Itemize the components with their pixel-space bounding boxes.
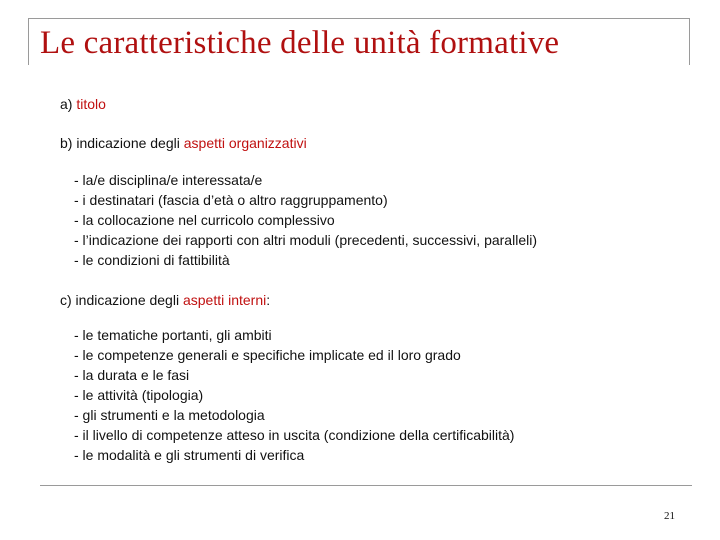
title-frame-top (28, 18, 690, 19)
slide-content (60, 94, 660, 465)
list-item: - le attività (tipologia) (74, 387, 204, 403)
list-item: - gli strumenti e la metodologia (74, 407, 265, 423)
slide-title: Le caratteristiche delle unità formative (40, 25, 560, 61)
section-c (60, 290, 660, 310)
section-b-prefix: b) indicazione degli (60, 135, 184, 151)
list-item: - la collocazione nel curricolo complessivo (74, 212, 335, 228)
list-item: - i destinatari (fascia d’età o altro raggruppamento) (74, 192, 388, 208)
list-item: - le modalità e gli strumenti di verifica (74, 447, 305, 463)
section-b (60, 133, 660, 153)
list-item: - le competenze generali e specifiche implicate ed il loro grado (74, 347, 461, 363)
page-number: 21 (664, 510, 675, 522)
section-a-highlight: titolo (76, 96, 106, 112)
section-c-suffix: : (266, 292, 271, 308)
section-c-list (60, 325, 660, 465)
section-b-list (60, 170, 660, 270)
footer-rule (40, 485, 692, 486)
section-c-prefix: c) indicazione degli (60, 292, 183, 308)
list-item: - le condizioni di fattibilità (74, 252, 230, 268)
list-item: - la durata e le fasi (74, 367, 190, 383)
list-item: - le tematiche portanti, gli ambiti (74, 327, 272, 343)
section-c-highlight: aspetti interni (182, 292, 267, 308)
section-a-prefix: a) (60, 96, 77, 112)
section-b-highlight: aspetti organizzativi (183, 135, 307, 151)
list-item: - la/e disciplina/e interessata/e (74, 172, 263, 188)
section-a (60, 94, 660, 114)
title-frame-right (689, 18, 690, 65)
list-item: - il livello di competenze atteso in uscita (condizione della certificabilità) (74, 427, 515, 443)
title-frame-left (28, 18, 29, 65)
list-item: - l’indicazione dei rapporti con altri moduli (precedenti, successivi, paralleli) (74, 232, 537, 248)
